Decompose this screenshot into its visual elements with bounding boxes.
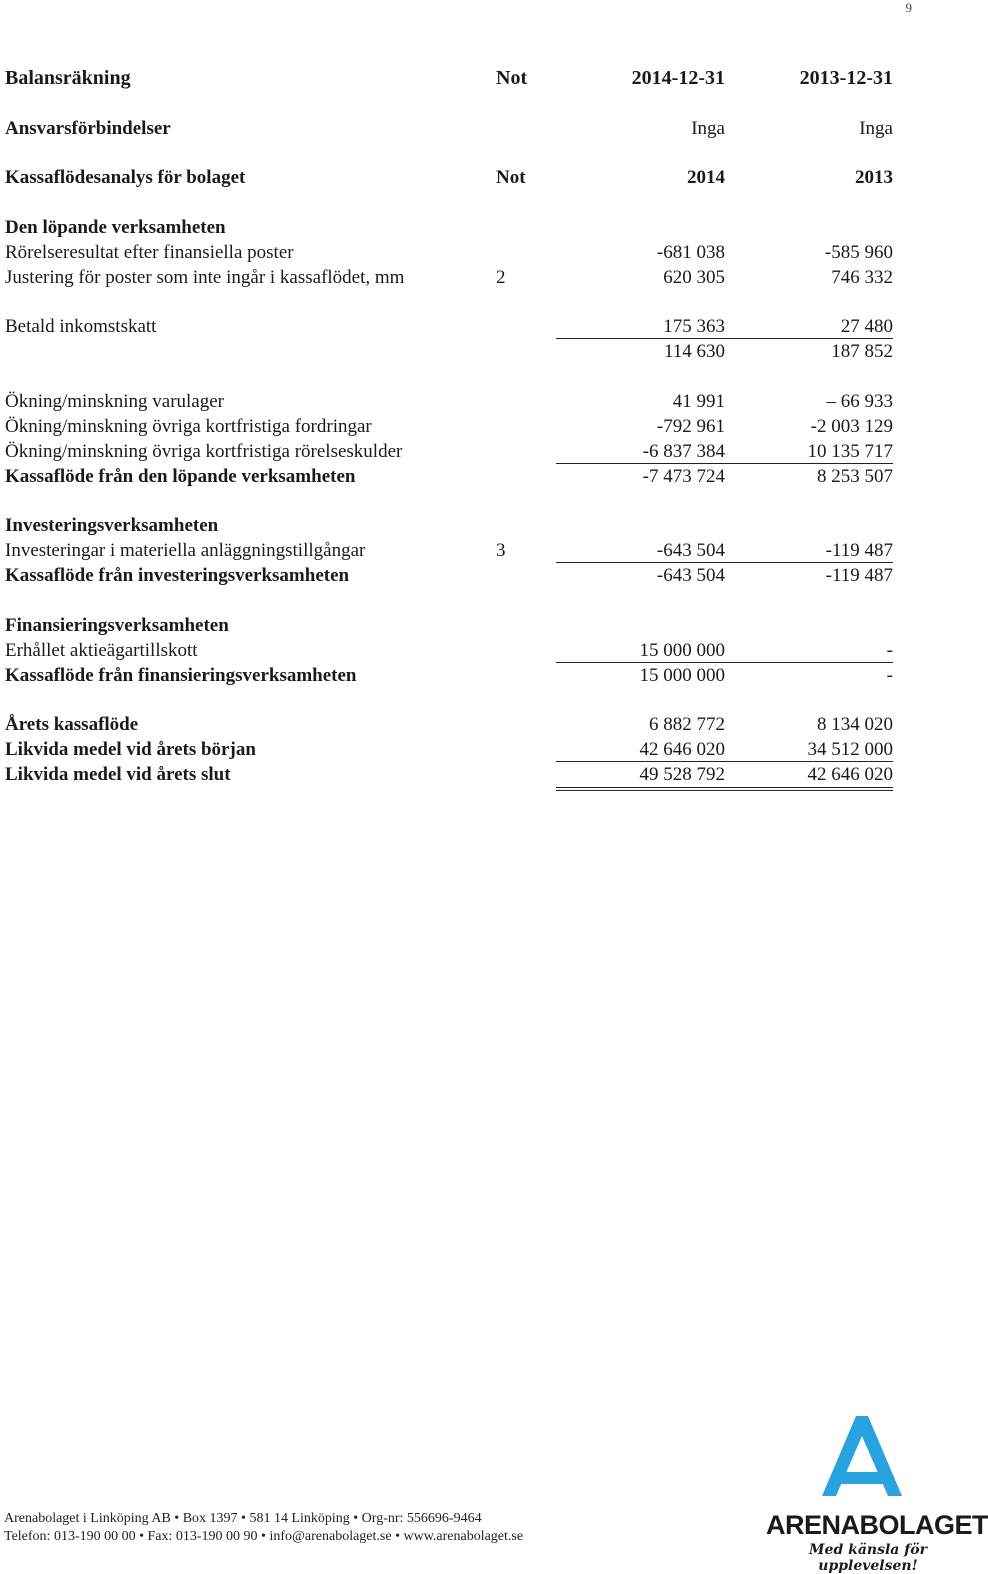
section-heading-financing [0, 613, 960, 638]
total-row-operating [0, 464, 960, 489]
row-value-2014: 15 000 000 [639, 639, 725, 661]
logo-mark-icon [764, 1414, 960, 1514]
note-column-header: Not [496, 67, 528, 89]
row-value-2013: -585 960 [824, 241, 893, 263]
logo-wordmark: ARENABOLAGET [766, 1510, 988, 1540]
footer-contact: Telefon: 013-190 00 00 • Fax: 013-190 00 90 • info@arenabolaget.se • www.arenabolaget.se [4, 1529, 524, 1544]
page-number: 9 [905, 0, 912, 15]
row-label: Betald inkomstskatt [5, 316, 157, 337]
cashflow-year2-header: 2013 [855, 167, 893, 188]
subtotal-value-2013: 187 852 [831, 341, 893, 362]
row-value-2013: - [886, 639, 893, 661]
cashflow-note-header: Not [496, 167, 526, 188]
summary-value-2013: 34 512 000 [807, 739, 893, 760]
row-value-2013: -2 003 129 [810, 415, 893, 437]
cashflow-title: Kassaflödesanalys för bolaget [5, 167, 246, 188]
section-heading-operating [0, 215, 960, 240]
row-label: Erhållet aktieägartillskott [5, 639, 198, 661]
row-label: Justering för poster som inte ingår i kassaflödet, mm [5, 266, 405, 288]
table-row [0, 638, 960, 663]
row-label: Rörelseresultat efter finansiella poster [5, 241, 294, 263]
summary-row-year-cashflow [0, 712, 960, 737]
row-label: Ökning/minskning övriga kortfristiga fordringar [5, 415, 372, 437]
balance-sheet-header-row [0, 66, 960, 91]
contingent-liabilities-2013: Inga [859, 117, 893, 139]
total-row-financing [0, 663, 960, 688]
row-value-2014: -643 504 [656, 540, 725, 561]
total-value-2013: - [886, 664, 893, 686]
table-row [0, 538, 960, 563]
row-value-2014: -792 961 [656, 415, 725, 437]
row-note: 3 [496, 540, 506, 561]
summary-value-2014: 42 646 020 [639, 739, 725, 760]
row-value-2014: 620 305 [663, 266, 725, 288]
row-value-2013: -119 487 [825, 540, 893, 561]
cashflow-year1-header: 2014 [687, 167, 725, 188]
table-row [0, 314, 960, 339]
total-value-2014: -7 473 724 [642, 465, 725, 487]
subtotal-row [0, 339, 960, 364]
year2-column-header: 2013-12-31 [799, 67, 893, 89]
summary-value-2014: 49 528 792 [639, 764, 725, 785]
row-value-2013: 746 332 [831, 266, 893, 288]
cashflow-header-row [0, 165, 960, 190]
company-footer [4, 1510, 523, 1546]
row-value-2013: – 66 933 [826, 390, 893, 412]
table-row [0, 439, 960, 464]
double-total-rule [556, 787, 893, 791]
contingent-liabilities-2014: Inga [691, 117, 725, 139]
summary-value-2013: 42 646 020 [807, 764, 893, 785]
row-label: Investeringar i materiella anläggningstillgångar [5, 540, 366, 561]
total-label: Kassaflöde från finansieringsverksamheten [5, 664, 357, 686]
year1-column-header: 2014-12-31 [631, 67, 725, 89]
row-value-2013: 27 480 [840, 316, 893, 337]
summary-label: Likvida medel vid årets början [5, 739, 256, 760]
total-value-2013: -119 487 [825, 565, 893, 586]
summary-row-cash-start [0, 737, 960, 762]
table-row [0, 240, 960, 265]
summary-value-2013: 8 134 020 [817, 714, 893, 735]
total-label: Kassaflöde från den löpande verksamheten [5, 465, 356, 487]
row-label: Ökning/minskning varulager [5, 390, 224, 412]
summary-label: Likvida medel vid årets slut [5, 764, 231, 785]
balance-sheet-title: Balansräkning [5, 67, 131, 89]
contingent-liabilities-label: Ansvarsförbindelser [5, 117, 171, 139]
financial-statement [0, 66, 960, 787]
total-label: Kassaflöde från investeringsverksamheten [5, 565, 350, 586]
table-row [0, 265, 960, 290]
investing-heading: Investeringsverksamheten [5, 515, 219, 536]
row-value-2013: 10 135 717 [807, 440, 893, 462]
table-row [0, 414, 960, 439]
row-value-2014: -6 837 384 [642, 440, 725, 462]
summary-value-2014: 6 882 772 [649, 714, 725, 735]
total-row-investing [0, 563, 960, 588]
operating-heading: Den löpande verksamheten [5, 216, 226, 238]
summary-row-cash-end [0, 762, 960, 787]
total-value-2014: 15 000 000 [639, 664, 725, 686]
row-value-2014: 175 363 [663, 316, 725, 337]
section-heading-investing [0, 513, 960, 538]
table-row [0, 389, 960, 414]
arenabolaget-logo [764, 1414, 988, 1574]
row-note: 2 [496, 266, 506, 288]
row-label: Ökning/minskning övriga kortfristiga rörelseskulder [5, 440, 403, 462]
logo-tagline: Med känsla för upplevelsen! [809, 1542, 927, 1574]
footer-address: Arenabolaget i Linköping AB • Box 1397 • 581 14 Linköping • Org-nr: 556696-9464 [4, 1511, 482, 1526]
contingent-liabilities-row [0, 116, 960, 141]
total-value-2013: 8 253 507 [817, 465, 893, 487]
total-value-2014: -643 504 [656, 565, 725, 586]
summary-label: Årets kassaflöde [5, 714, 139, 735]
financing-heading: Finansieringsverksamheten [5, 614, 229, 636]
row-value-2014: 41 991 [672, 390, 725, 412]
subtotal-value-2014: 114 630 [663, 341, 725, 362]
row-value-2014: -681 038 [656, 241, 725, 263]
